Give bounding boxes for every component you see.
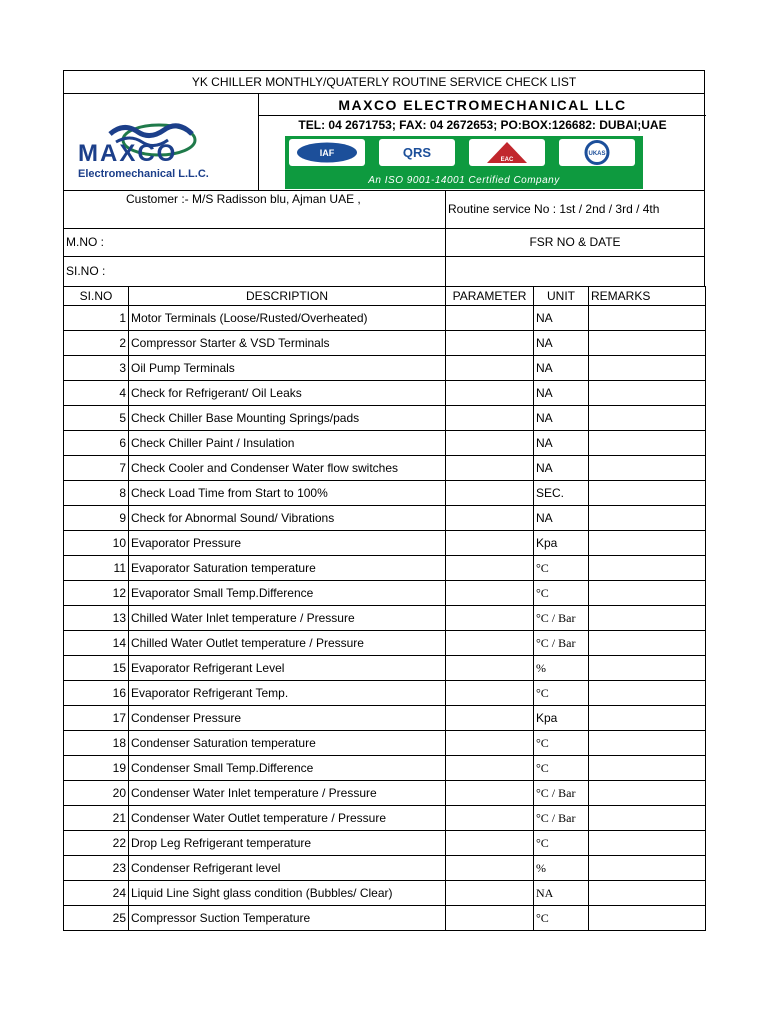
slno-label: SI.NO : bbox=[66, 264, 106, 278]
row-remarks[interactable] bbox=[589, 631, 706, 656]
certification-strip bbox=[285, 136, 643, 189]
row-description: Check Chiller Base Mounting Springs/pads bbox=[129, 406, 446, 431]
row-description: Check for Refrigerant/ Oil Leaks bbox=[129, 381, 446, 406]
row-number: 18 bbox=[64, 731, 129, 756]
table-row bbox=[64, 831, 706, 856]
row-description: Evaporator Refrigerant Temp. bbox=[129, 681, 446, 706]
table-row bbox=[64, 506, 706, 531]
col-header-parameter: PARAMETER bbox=[446, 287, 534, 306]
col-header-description: DESCRIPTION bbox=[129, 287, 446, 306]
row-description: Condenser Small Temp.Difference bbox=[129, 756, 446, 781]
row-number: 25 bbox=[64, 906, 129, 931]
row-parameter[interactable] bbox=[446, 906, 534, 931]
row-remarks[interactable] bbox=[589, 731, 706, 756]
row-unit: NA bbox=[534, 506, 589, 531]
table-row bbox=[64, 781, 706, 806]
row-description: Evaporator Pressure bbox=[129, 531, 446, 556]
row-number: 22 bbox=[64, 831, 129, 856]
checklist-title: YK CHILLER MONTHLY/QUATERLY ROUTINE SERVICE CHECK LIST bbox=[63, 70, 705, 94]
row-description: Liquid Line Sight glass condition (Bubbles/ Clear) bbox=[129, 881, 446, 906]
row-description: Condenser Refrigerant level bbox=[129, 856, 446, 881]
row-number: 4 bbox=[64, 381, 129, 406]
row-unit: SEC. bbox=[534, 481, 589, 506]
row-parameter[interactable] bbox=[446, 681, 534, 706]
svg-text:UKAS: UKAS bbox=[588, 151, 606, 157]
row-unit: NA bbox=[534, 331, 589, 356]
row-remarks[interactable] bbox=[589, 506, 706, 531]
table-row bbox=[64, 406, 706, 431]
mno-label: M.NO : bbox=[66, 235, 104, 249]
table-row bbox=[64, 906, 706, 931]
table-row bbox=[64, 631, 706, 656]
row-parameter[interactable] bbox=[446, 656, 534, 681]
company-contact: TEL: 04 2671753; FAX: 04 2672653; PO:BOX:126682: DUBAI;UAE bbox=[298, 118, 667, 132]
table-row bbox=[64, 456, 706, 481]
row-number: 6 bbox=[64, 431, 129, 456]
table-row bbox=[64, 606, 706, 631]
row-unit: °C bbox=[534, 581, 589, 606]
table-row bbox=[64, 581, 706, 606]
table-row bbox=[64, 681, 706, 706]
row-parameter[interactable] bbox=[446, 731, 534, 756]
table-row bbox=[64, 756, 706, 781]
row-unit: °C bbox=[534, 681, 589, 706]
row-remarks[interactable] bbox=[589, 431, 706, 456]
customer-label: Customer :- M/S Radisson blu, Ajman UAE , bbox=[126, 192, 361, 206]
row-parameter[interactable] bbox=[446, 431, 534, 456]
col-header-remarks: REMARKS bbox=[589, 287, 706, 306]
row-description: Oil Pump Terminals bbox=[129, 356, 446, 381]
row-number: 16 bbox=[64, 681, 129, 706]
row-remarks[interactable] bbox=[589, 881, 706, 906]
row-remarks[interactable] bbox=[589, 756, 706, 781]
row-parameter[interactable] bbox=[446, 606, 534, 631]
row-unit: NA bbox=[534, 306, 589, 331]
row-number: 12 bbox=[64, 581, 129, 606]
row-unit: Kpa bbox=[534, 531, 589, 556]
row-parameter[interactable] bbox=[446, 481, 534, 506]
fsr-label: FSR NO & DATE bbox=[529, 235, 621, 249]
qrs-cert-icon bbox=[379, 139, 455, 166]
row-remarks[interactable] bbox=[589, 681, 706, 706]
row-description: Condenser Water Inlet temperature / Pressure bbox=[129, 781, 446, 806]
row-unit: °C bbox=[534, 831, 589, 856]
row-number: 13 bbox=[64, 606, 129, 631]
row-description: Check for Abnormal Sound/ Vibrations bbox=[129, 506, 446, 531]
row-remarks[interactable] bbox=[589, 556, 706, 581]
table-row bbox=[64, 331, 706, 356]
row-remarks[interactable] bbox=[589, 706, 706, 731]
row-number: 15 bbox=[64, 656, 129, 681]
customer-row bbox=[63, 191, 705, 229]
row-unit: NA bbox=[534, 431, 589, 456]
row-parameter[interactable] bbox=[446, 556, 534, 581]
row-description: Condenser Water Outlet temperature / Pressure bbox=[129, 806, 446, 831]
row-unit: NA bbox=[534, 356, 589, 381]
row-parameter[interactable] bbox=[446, 756, 534, 781]
table-row bbox=[64, 356, 706, 381]
iso-certified-text: An ISO 9001-14001 Certified Company bbox=[368, 175, 560, 186]
col-header-slno: SI.NO bbox=[64, 287, 129, 306]
row-description: Compressor Starter & VSD Terminals bbox=[129, 331, 446, 356]
row-description: Chilled Water Inlet temperature / Pressure bbox=[129, 606, 446, 631]
row-number: 3 bbox=[64, 356, 129, 381]
row-remarks[interactable] bbox=[589, 831, 706, 856]
row-parameter[interactable] bbox=[446, 881, 534, 906]
row-remarks[interactable] bbox=[589, 906, 706, 931]
row-unit: NA bbox=[534, 381, 589, 406]
row-unit: % bbox=[534, 856, 589, 881]
table-row bbox=[64, 881, 706, 906]
row-parameter[interactable] bbox=[446, 356, 534, 381]
row-parameter[interactable] bbox=[446, 381, 534, 406]
company-header bbox=[258, 94, 705, 191]
row-description: Chilled Water Outlet temperature / Pressure bbox=[129, 631, 446, 656]
row-remarks[interactable] bbox=[589, 806, 706, 831]
row-parameter[interactable] bbox=[446, 806, 534, 831]
row-unit: °C bbox=[534, 556, 589, 581]
row-parameter[interactable] bbox=[446, 506, 534, 531]
row-parameter[interactable] bbox=[446, 531, 534, 556]
table-row bbox=[64, 656, 706, 681]
row-unit: °C bbox=[534, 731, 589, 756]
row-unit: °C bbox=[534, 756, 589, 781]
svg-text:IAF: IAF bbox=[319, 148, 335, 158]
row-unit: Kpa bbox=[534, 706, 589, 731]
row-remarks[interactable] bbox=[589, 781, 706, 806]
row-remarks[interactable] bbox=[589, 581, 706, 606]
row-parameter[interactable] bbox=[446, 856, 534, 881]
row-unit: °C / Bar bbox=[534, 781, 589, 806]
logo-wordmark: MAXCO bbox=[78, 140, 178, 167]
row-number: 24 bbox=[64, 881, 129, 906]
row-number: 8 bbox=[64, 481, 129, 506]
row-remarks[interactable] bbox=[589, 406, 706, 431]
row-remarks[interactable] bbox=[589, 531, 706, 556]
row-parameter[interactable] bbox=[446, 631, 534, 656]
routine-service-label: Routine service No : 1st / 2nd / 3rd / 4th bbox=[448, 202, 660, 216]
row-parameter[interactable] bbox=[446, 306, 534, 331]
table-row bbox=[64, 706, 706, 731]
row-parameter[interactable] bbox=[446, 706, 534, 731]
table-row bbox=[64, 731, 706, 756]
row-unit: NA bbox=[534, 456, 589, 481]
row-description: Check Chiller Paint / Insulation bbox=[129, 431, 446, 456]
row-description: Drop Leg Refrigerant temperature bbox=[129, 831, 446, 856]
row-remarks[interactable] bbox=[589, 481, 706, 506]
row-remarks[interactable] bbox=[589, 306, 706, 331]
table-row bbox=[64, 556, 706, 581]
row-remarks[interactable] bbox=[589, 656, 706, 681]
table-row bbox=[64, 431, 706, 456]
row-parameter[interactable] bbox=[446, 781, 534, 806]
table-row bbox=[64, 856, 706, 881]
row-unit: % bbox=[534, 656, 589, 681]
iaf-cert-icon bbox=[289, 139, 365, 166]
row-remarks[interactable] bbox=[589, 381, 706, 406]
row-unit: NA bbox=[534, 881, 589, 906]
row-number: 2 bbox=[64, 331, 129, 356]
row-unit: °C / Bar bbox=[534, 631, 589, 656]
mno-row bbox=[63, 229, 705, 257]
row-unit: °C / Bar bbox=[534, 606, 589, 631]
row-unit: °C / Bar bbox=[534, 806, 589, 831]
svg-text:EAC: EAC bbox=[500, 157, 514, 163]
row-parameter[interactable] bbox=[446, 831, 534, 856]
table-row bbox=[64, 481, 706, 506]
row-description: Check Cooler and Condenser Water flow switches bbox=[129, 456, 446, 481]
row-number: 14 bbox=[64, 631, 129, 656]
row-number: 5 bbox=[64, 406, 129, 431]
row-unit: NA bbox=[534, 406, 589, 431]
row-unit: °C bbox=[534, 906, 589, 931]
table-row bbox=[64, 531, 706, 556]
company-logo bbox=[63, 94, 258, 191]
eac-cert-icon bbox=[469, 139, 545, 166]
row-remarks[interactable] bbox=[589, 356, 706, 381]
row-parameter[interactable] bbox=[446, 331, 534, 356]
row-remarks[interactable] bbox=[589, 331, 706, 356]
row-number: 7 bbox=[64, 456, 129, 481]
row-number: 9 bbox=[64, 506, 129, 531]
row-number: 11 bbox=[64, 556, 129, 581]
row-number: 19 bbox=[64, 756, 129, 781]
company-name: MAXCO ELECTROMECHANICAL LLC bbox=[259, 94, 706, 116]
logo-subtext: Electromechanical L.L.C. bbox=[78, 168, 209, 180]
row-number: 10 bbox=[64, 531, 129, 556]
col-header-unit: UNIT bbox=[534, 287, 589, 306]
table-row bbox=[64, 306, 706, 331]
row-remarks[interactable] bbox=[589, 856, 706, 881]
row-description: Motor Terminals (Loose/Rusted/Overheated) bbox=[129, 306, 446, 331]
table-row bbox=[64, 381, 706, 406]
row-description: Evaporator Small Temp.Difference bbox=[129, 581, 446, 606]
row-parameter[interactable] bbox=[446, 456, 534, 481]
slno-row bbox=[63, 257, 705, 286]
row-description: Condenser Saturation temperature bbox=[129, 731, 446, 756]
row-number: 23 bbox=[64, 856, 129, 881]
svg-text:QRS: QRS bbox=[402, 145, 432, 160]
checklist-table bbox=[63, 286, 706, 931]
row-description: Evaporator Saturation temperature bbox=[129, 556, 446, 581]
row-description: Condenser Pressure bbox=[129, 706, 446, 731]
row-description: Evaporator Refrigerant Level bbox=[129, 656, 446, 681]
row-remarks[interactable] bbox=[589, 606, 706, 631]
ukas-cert-icon bbox=[559, 139, 635, 166]
row-number: 21 bbox=[64, 806, 129, 831]
row-parameter[interactable] bbox=[446, 581, 534, 606]
row-remarks[interactable] bbox=[589, 456, 706, 481]
row-description: Compressor Suction Temperature bbox=[129, 906, 446, 931]
row-number: 17 bbox=[64, 706, 129, 731]
table-header-row bbox=[64, 287, 706, 306]
row-description: Check Load Time from Start to 100% bbox=[129, 481, 446, 506]
row-number: 20 bbox=[64, 781, 129, 806]
row-number: 1 bbox=[64, 306, 129, 331]
row-parameter[interactable] bbox=[446, 406, 534, 431]
table-row bbox=[64, 806, 706, 831]
